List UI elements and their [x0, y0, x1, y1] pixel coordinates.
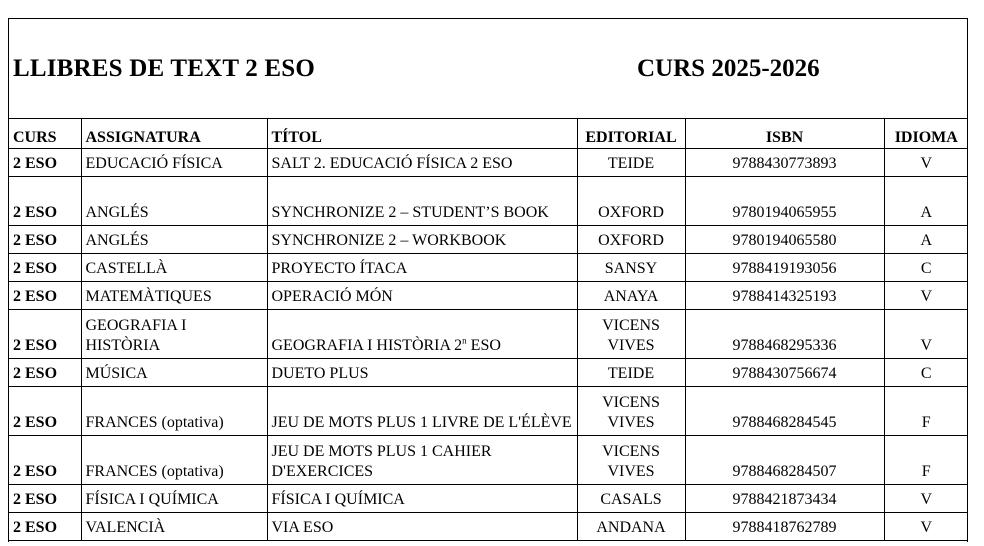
- cell-isbn: 9788430773893: [685, 148, 884, 176]
- table-row: [9, 281, 968, 309]
- cell-isbn: 9788468284545: [685, 386, 884, 435]
- cell-titol: OPERACIÓ MÓN: [267, 281, 577, 309]
- cell-curs: 2 ESO: [9, 386, 81, 435]
- cell-curs: 2 ESO: [9, 281, 81, 309]
- table-row: [9, 358, 968, 386]
- cell-idioma: V: [884, 281, 968, 309]
- cell-editorial: TEIDE: [577, 148, 685, 176]
- col-header-curs: CURS: [9, 119, 81, 148]
- cell-assignatura: FRANCES (optativa): [81, 386, 267, 435]
- cell-assignatura: ANGLÉS: [81, 176, 267, 225]
- cell-isbn: 9780194065955: [685, 176, 884, 225]
- cell-idioma: V: [884, 484, 968, 512]
- cell-isbn: 9788468295336: [685, 309, 884, 358]
- table-row: [9, 309, 968, 358]
- cell-isbn: 9788430756674: [685, 358, 884, 386]
- table-row: [9, 148, 968, 176]
- cell-curs: 2 ESO: [9, 484, 81, 512]
- cell-editorial: ANAYA: [577, 281, 685, 309]
- cell-titol: VIA ESO: [267, 512, 577, 540]
- cell-editorial: VICENS VIVES: [577, 435, 685, 484]
- cell-editorial: OXFORD: [577, 225, 685, 253]
- cell-curs: 2 ESO: [9, 225, 81, 253]
- cell-editorial: OXFORD: [577, 176, 685, 225]
- cell-assignatura: MÚSICA: [81, 358, 267, 386]
- cell-titol: FÍSICA I QUÍMICA: [267, 484, 577, 512]
- cell-titol-suffix: ESO: [466, 336, 501, 354]
- cell-isbn: 9788419193056: [685, 253, 884, 281]
- cell-curs: 2 ESO: [9, 176, 81, 225]
- table-row: [9, 253, 968, 281]
- cell-titol: DUETO PLUS: [267, 358, 577, 386]
- table-row: [9, 176, 968, 225]
- cell-titol: SYNCHRONIZE 2 – STUDENT’S BOOK: [267, 176, 577, 225]
- cell-assignatura: FRANCES (optativa): [81, 435, 267, 484]
- cell-idioma: F: [884, 435, 968, 484]
- textbook-table: [9, 119, 968, 541]
- col-header-isbn: ISBN: [685, 119, 884, 148]
- cell-curs: 2 ESO: [9, 512, 81, 540]
- cell-editorial: CASALS: [577, 484, 685, 512]
- ordinal-superscript: n: [462, 335, 467, 346]
- title-bar: [9, 19, 967, 119]
- cell-editorial: ANDANA: [577, 512, 685, 540]
- cell-titol: PROYECTO ÍTACA: [267, 253, 577, 281]
- cell-isbn: 9788414325193: [685, 281, 884, 309]
- cell-isbn: 9780194065580: [685, 225, 884, 253]
- cell-assignatura: EDUCACIÓ FÍSICA: [81, 148, 267, 176]
- cell-editorial: VICENS VIVES: [577, 386, 685, 435]
- cell-idioma: V: [884, 512, 968, 540]
- cell-idioma: A: [884, 176, 968, 225]
- cell-isbn: 9788421873434: [685, 484, 884, 512]
- col-header-editorial: EDITORIAL: [577, 119, 685, 148]
- cell-idioma: C: [884, 253, 968, 281]
- cell-assignatura: MATEMÀTIQUES: [81, 281, 267, 309]
- cell-curs: 2 ESO: [9, 435, 81, 484]
- cell-assignatura: VALENCIÀ: [81, 512, 267, 540]
- cell-curs: 2 ESO: [9, 358, 81, 386]
- school-year: CURS 2025-2026: [637, 55, 820, 82]
- cell-curs: 2 ESO: [9, 148, 81, 176]
- table-row: [9, 386, 968, 435]
- cell-curs: 2 ESO: [9, 253, 81, 281]
- cell-idioma: C: [884, 358, 968, 386]
- cell-titol: SYNCHRONIZE 2 – WORKBOOK: [267, 225, 577, 253]
- cell-curs: 2 ESO: [9, 309, 81, 358]
- cell-assignatura: CASTELLÀ: [81, 253, 267, 281]
- cell-editorial: VICENS VIVES: [577, 309, 685, 358]
- col-header-idioma: IDIOMA: [884, 119, 968, 148]
- cell-titol: SALT 2. EDUCACIÓ FÍSICA 2 ESO: [267, 148, 577, 176]
- document-title: LLIBRES DE TEXT 2 ESO: [13, 55, 316, 82]
- cell-assignatura: FÍSICA I QUÍMICA: [81, 484, 267, 512]
- table-row: [9, 484, 968, 512]
- cell-idioma: F: [884, 386, 968, 435]
- textbook-list-document: [8, 18, 968, 542]
- cell-isbn: 9788468284507: [685, 435, 884, 484]
- col-header-titol: TÍTOL: [267, 119, 577, 148]
- cell-assignatura: GEOGRAFIA I HISTÒRIA: [81, 309, 267, 358]
- cell-idioma: V: [884, 309, 968, 358]
- table-row: [9, 512, 968, 540]
- cell-assignatura: ANGLÉS: [81, 225, 267, 253]
- cell-idioma: A: [884, 225, 968, 253]
- cell-titol: JEU DE MOTS PLUS 1 CAHIER D'EXERCICES: [267, 435, 577, 484]
- table-row: [9, 435, 968, 484]
- cell-isbn: 9788418762789: [685, 512, 884, 540]
- table-row: [9, 225, 968, 253]
- cell-titol-text: GEOGRAFIA I HISTÒRIA 2: [271, 336, 463, 354]
- cell-editorial: TEIDE: [577, 358, 685, 386]
- cell-titol: JEU DE MOTS PLUS 1 LIVRE DE L'ÉLÈVE: [267, 386, 577, 435]
- cell-editorial: SANSY: [577, 253, 685, 281]
- cell-titol: [267, 309, 577, 358]
- table-header-row: [9, 119, 968, 148]
- cell-idioma: V: [884, 148, 968, 176]
- col-header-assignatura: ASSIGNATURA: [81, 119, 267, 148]
